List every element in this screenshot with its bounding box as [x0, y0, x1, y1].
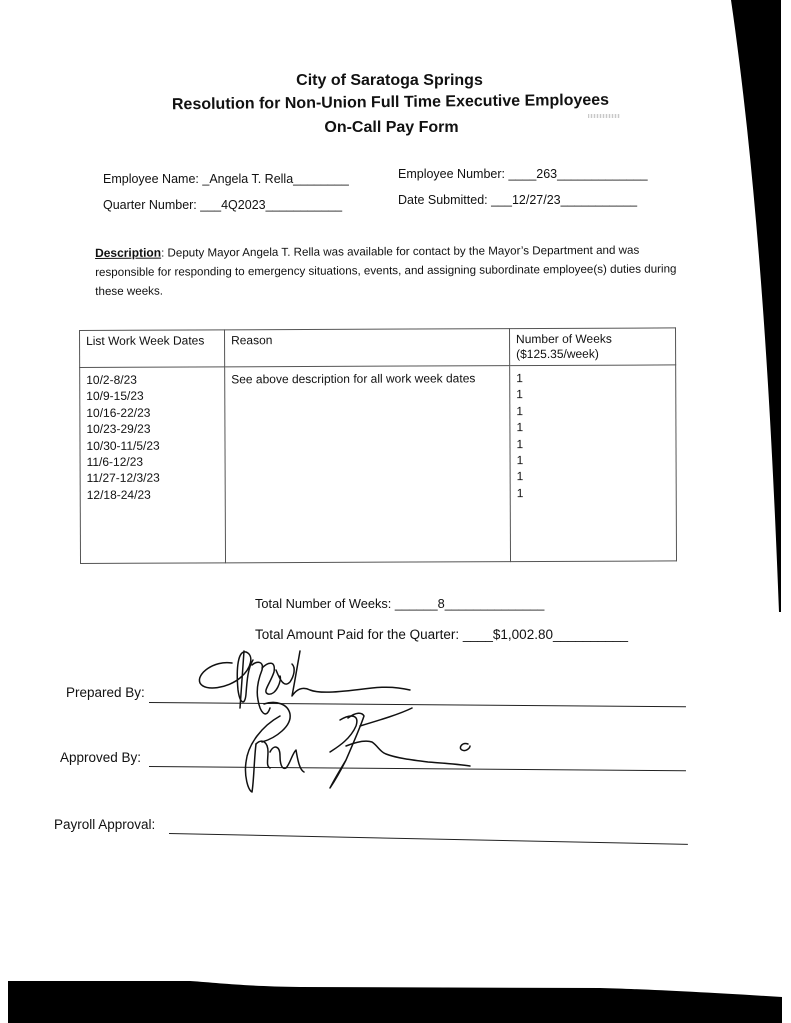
week-count: 1	[516, 485, 524, 500]
work-weeks-table-container	[79, 327, 677, 564]
total-weeks-label: Total Number of Weeks: ______	[255, 596, 438, 611]
employee-name-label: Employee Name: _	[103, 172, 210, 186]
payroll-approval-label: Payroll Approval:	[54, 817, 156, 832]
total-weeks-line	[255, 596, 544, 611]
number-of-weeks-cell	[510, 365, 677, 562]
week-count: 1	[516, 403, 524, 418]
approved-by-signature	[245, 702, 470, 792]
bottom-scan-shadow	[8, 981, 782, 1023]
week-count: 1	[516, 387, 524, 402]
date-submitted-field	[398, 193, 637, 207]
total-amount-label: Total Amount Paid for the Quarter: ____	[255, 627, 493, 642]
work-week-date: 11/27-12/3/23	[86, 471, 160, 486]
table-header-row	[80, 328, 676, 368]
field-underline: ___________	[560, 193, 638, 207]
form-title-resolution: Resolution for Non-Union Full Time Executive Employees	[171, 91, 610, 114]
work-week-dates-cell	[80, 367, 226, 564]
work-week-date: 12/18-24/23	[86, 487, 151, 502]
work-week-date: 11/6-12/23	[86, 454, 144, 469]
work-week-date: 10/2-8/23	[86, 372, 137, 387]
quarter-number-value: 4Q2023	[221, 198, 266, 212]
prepared-by-label: Prepared By:	[66, 685, 145, 700]
total-weeks-value: 8	[437, 596, 445, 611]
employee-number-value: 263	[536, 167, 558, 181]
form-title-city: City of Saratoga Springs	[296, 72, 483, 89]
quarter-number-field	[103, 198, 342, 212]
total-amount-value: $1,002.80	[492, 627, 553, 642]
reason-cell: See above description for all work week dates	[225, 366, 511, 563]
scan-artifact	[588, 114, 620, 118]
total-amount-line	[255, 627, 628, 642]
field-underline: _____________	[557, 167, 648, 181]
field-underline: __________	[552, 627, 629, 642]
header-work-week-dates: List Work Week Dates	[80, 330, 225, 368]
work-week-date: 10/9-15/23	[86, 389, 144, 404]
week-count: 1	[516, 371, 523, 386]
work-week-date: 10/23-29/23	[86, 421, 151, 437]
employee-number-label: Employee Number: ____	[398, 167, 537, 181]
quarter-number-label: Quarter Number: ___	[103, 198, 222, 212]
work-week-date: 10/30-11/5/23	[86, 438, 160, 453]
field-underline: ___________	[265, 198, 343, 212]
week-count: 1	[516, 453, 524, 468]
employee-name-value: Angela T. Rella	[209, 172, 294, 186]
field-underline: ______________	[444, 596, 545, 611]
week-count: 1	[516, 420, 524, 435]
work-week-date: 10/16-22/23	[86, 405, 151, 420]
field-underline: ________	[293, 172, 349, 186]
week-count: 1	[516, 436, 524, 451]
work-weeks-table	[79, 327, 677, 564]
table-row	[80, 365, 677, 564]
description-label: Description	[95, 245, 162, 260]
date-submitted-label: Date Submitted: ___	[398, 193, 512, 207]
header-number-of-weeks: Number of Weeks ($125.35/week)	[509, 328, 675, 366]
header-reason: Reason	[225, 329, 510, 367]
prepared-by-signature-line[interactable]	[149, 702, 686, 707]
approved-by-label: Approved By:	[60, 750, 142, 765]
description-text: : Deputy Mayor Angela T. Rella was available for contact by the Mayor’s Department and was responsible for responding to emergency situations, events, and assigning subordinate employee(s) duties during these weeks.	[95, 243, 677, 298]
description-paragraph	[95, 240, 680, 301]
approved-by-signature-line[interactable]	[149, 766, 686, 771]
date-submitted-value: 12/27/23	[511, 193, 561, 207]
employee-number-field	[398, 167, 648, 181]
payroll-approval-signature-line[interactable]	[169, 833, 688, 845]
form-title-form-name: On-Call Pay Form	[324, 119, 459, 136]
employee-name-field	[103, 172, 349, 186]
week-count: 1	[516, 469, 524, 484]
